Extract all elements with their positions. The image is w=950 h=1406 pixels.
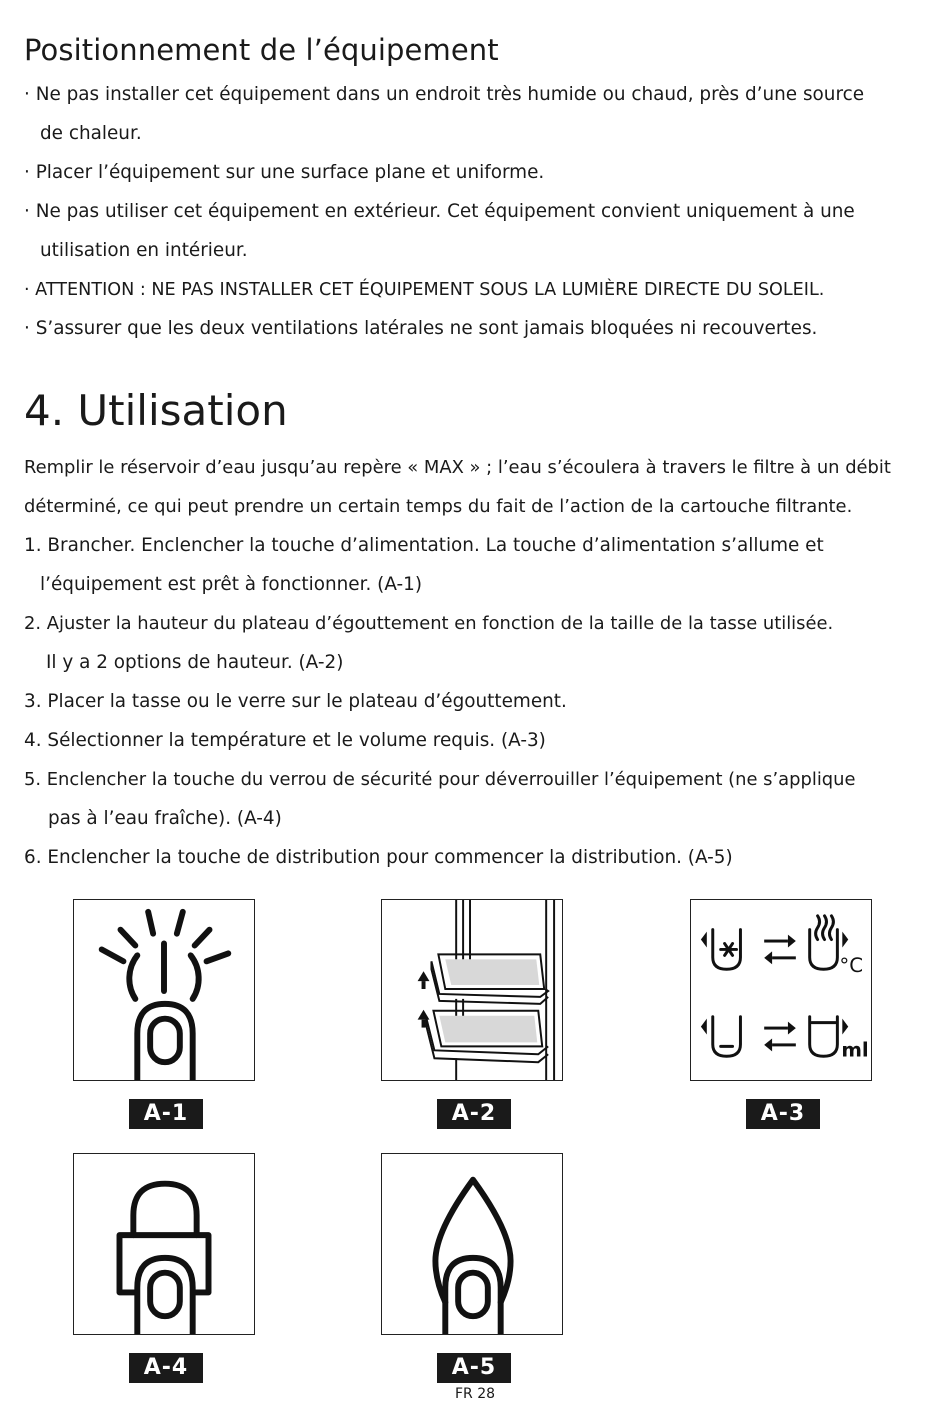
figure-a3: [690, 899, 872, 1081]
usage-step-4: 4. Sélectionner la température et le volume requis. (A-3): [24, 730, 546, 751]
power-button-press-icon: [74, 900, 254, 1080]
figure-a5: [381, 1153, 563, 1335]
safety-lock-press-icon: [74, 1154, 254, 1334]
temperature-volume-select-icon: [691, 900, 871, 1080]
usage-step-1: 1. Brancher. Enclencher la touche d’alimentation. La touche d’alimentation s’allume et: [24, 535, 824, 556]
temp-unit-label: °C: [839, 954, 864, 978]
drip-tray-height-icon: [382, 900, 562, 1080]
usage-step-5: 5. Enclencher la touche du verrou de sécurité pour déverrouiller l’équipement (ne s’applique: [24, 769, 856, 790]
figure-a1: [73, 899, 255, 1081]
figure-a2: [381, 899, 563, 1081]
usage-step-6: 6. Enclencher la touche de distribution pour commencer la distribution. (A-5): [24, 847, 733, 868]
positioning-line: · S’assurer que les deux ventilations latérales ne sont jamais bloquées ni recouvertes.: [24, 318, 818, 339]
positioning-warning-line: · ATTENTION : NE PAS INSTALLER CET ÉQUIPEMENT SOUS LA LUMIÈRE DIRECTE DU SOLEIL.: [24, 280, 825, 300]
usage-step-3: 3. Placer la tasse ou le verre sur le plateau d’égouttement.: [24, 691, 567, 712]
usage-line: déterminé, ce qui peut prendre un certain temps du fait de l’action de la cartouche filtrante.: [24, 496, 853, 517]
figure-label-a1: A-1: [129, 1099, 203, 1129]
volume-unit-label: ml: [841, 1038, 869, 1062]
positioning-line: utilisation en intérieur.: [40, 240, 248, 261]
figure-label-a3: A-3: [746, 1099, 820, 1129]
usage-step-2-cont: Il y a 2 options de hauteur. (A-2): [46, 652, 344, 673]
usage-step-1-cont: l’équipement est prêt à fonctionner. (A-1): [40, 574, 423, 595]
positioning-line: · Ne pas utiliser cet équipement en extérieur. Cet équipement convient uniquement à une: [24, 201, 855, 222]
positioning-line: · Placer l’équipement sur une surface plane et uniforme.: [24, 162, 545, 183]
dispense-drop-press-icon: [382, 1154, 562, 1334]
figure-label-a5: A-5: [437, 1353, 511, 1383]
figure-label-a2: A-2: [437, 1099, 511, 1129]
section-title-positioning: Positionnement de l’équipement: [24, 33, 499, 67]
usage-step-5-cont: pas à l’eau fraîche). (A-4): [48, 808, 282, 829]
usage-line: Remplir le réservoir d’eau jusqu’au repère « MAX » ; l’eau s’écoulera à travers le filtre à un débit: [24, 457, 891, 478]
section-title-usage: 4. Utilisation: [24, 386, 288, 435]
page-number: FR 28: [454, 1386, 496, 1402]
figure-a4: [73, 1153, 255, 1335]
usage-step-2: 2. Ajuster la hauteur du plateau d’égouttement en fonction de la taille de la tasse utilisée.: [24, 613, 834, 634]
figure-label-a4: A-4: [129, 1353, 203, 1383]
positioning-line: de chaleur.: [40, 123, 142, 144]
positioning-line: · Ne pas installer cet équipement dans un endroit très humide ou chaud, près d’une source: [24, 84, 865, 105]
